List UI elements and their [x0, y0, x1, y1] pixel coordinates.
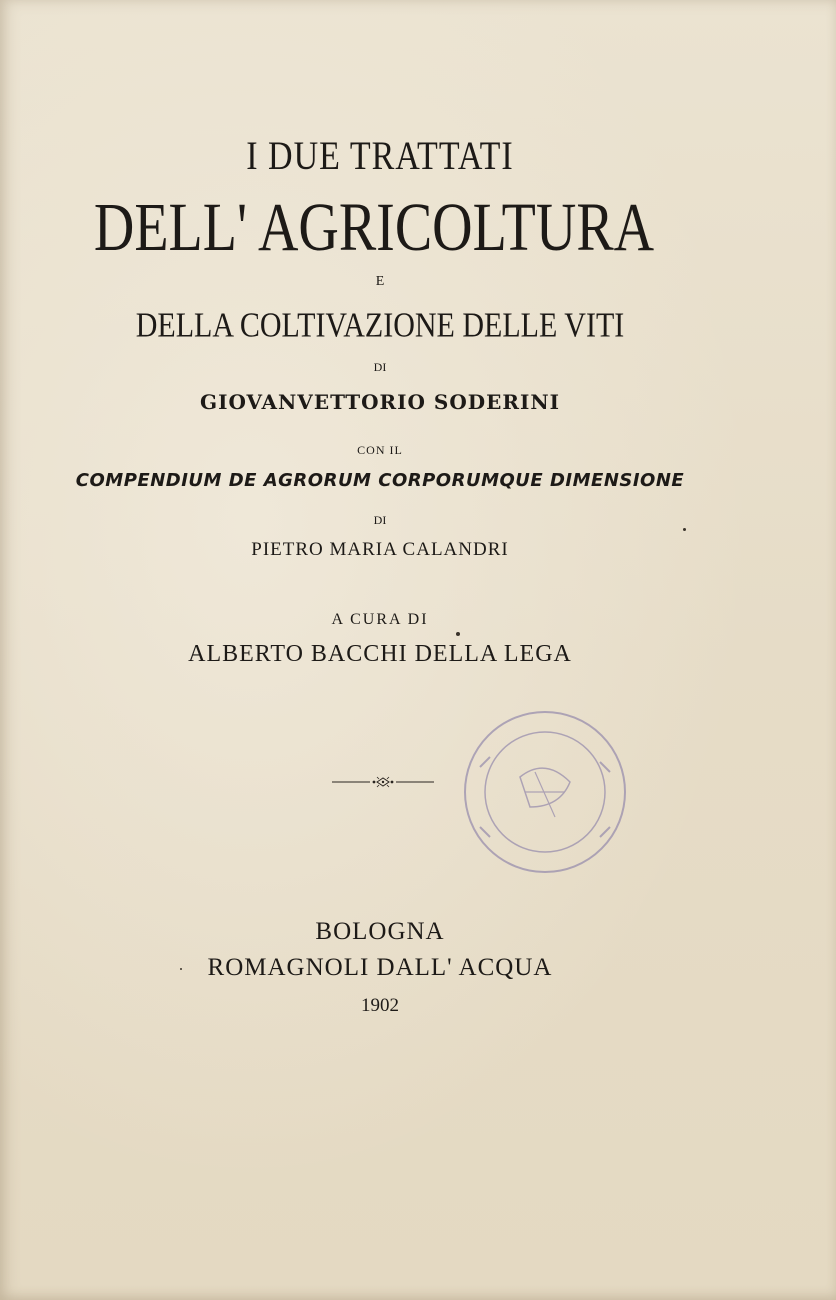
main-title: DELL' AGRICOLTURA [93, 190, 655, 266]
preposition-di-2: DI [373, 513, 387, 527]
publisher-name: ROMAGNOLI DALL' ACQUA [207, 954, 553, 981]
ink-spot [180, 968, 182, 970]
library-stamp-icon [450, 697, 640, 887]
publication-city: BOLOGNA [315, 918, 445, 945]
publication-year: 1902 [361, 995, 399, 1016]
author-name: GIOVANVETTORIO SODERINI [200, 390, 560, 414]
con-il-label: CON IL [357, 443, 403, 457]
ink-spot [456, 632, 460, 636]
editor-name: ALBERTO BACCHI DELLA LEGA [188, 641, 572, 667]
preposition-di: DI [373, 360, 387, 374]
a-cura-di-label: A CURA DI [331, 611, 429, 628]
title-line-1: I DUE TRATTATI [246, 134, 514, 179]
ornament-divider-icon [332, 774, 434, 790]
compendium-title: COMPENDIUM DE AGRORUM CORPORUMQUE DIMENSIONE [75, 470, 685, 491]
ink-spot [683, 528, 686, 531]
subtitle: DELLA COLTIVAZIONE DELLE VITI [135, 306, 625, 345]
second-author-name: PIETRO MARIA CALANDRI [251, 539, 509, 560]
conjunction-e: E [375, 274, 385, 289]
